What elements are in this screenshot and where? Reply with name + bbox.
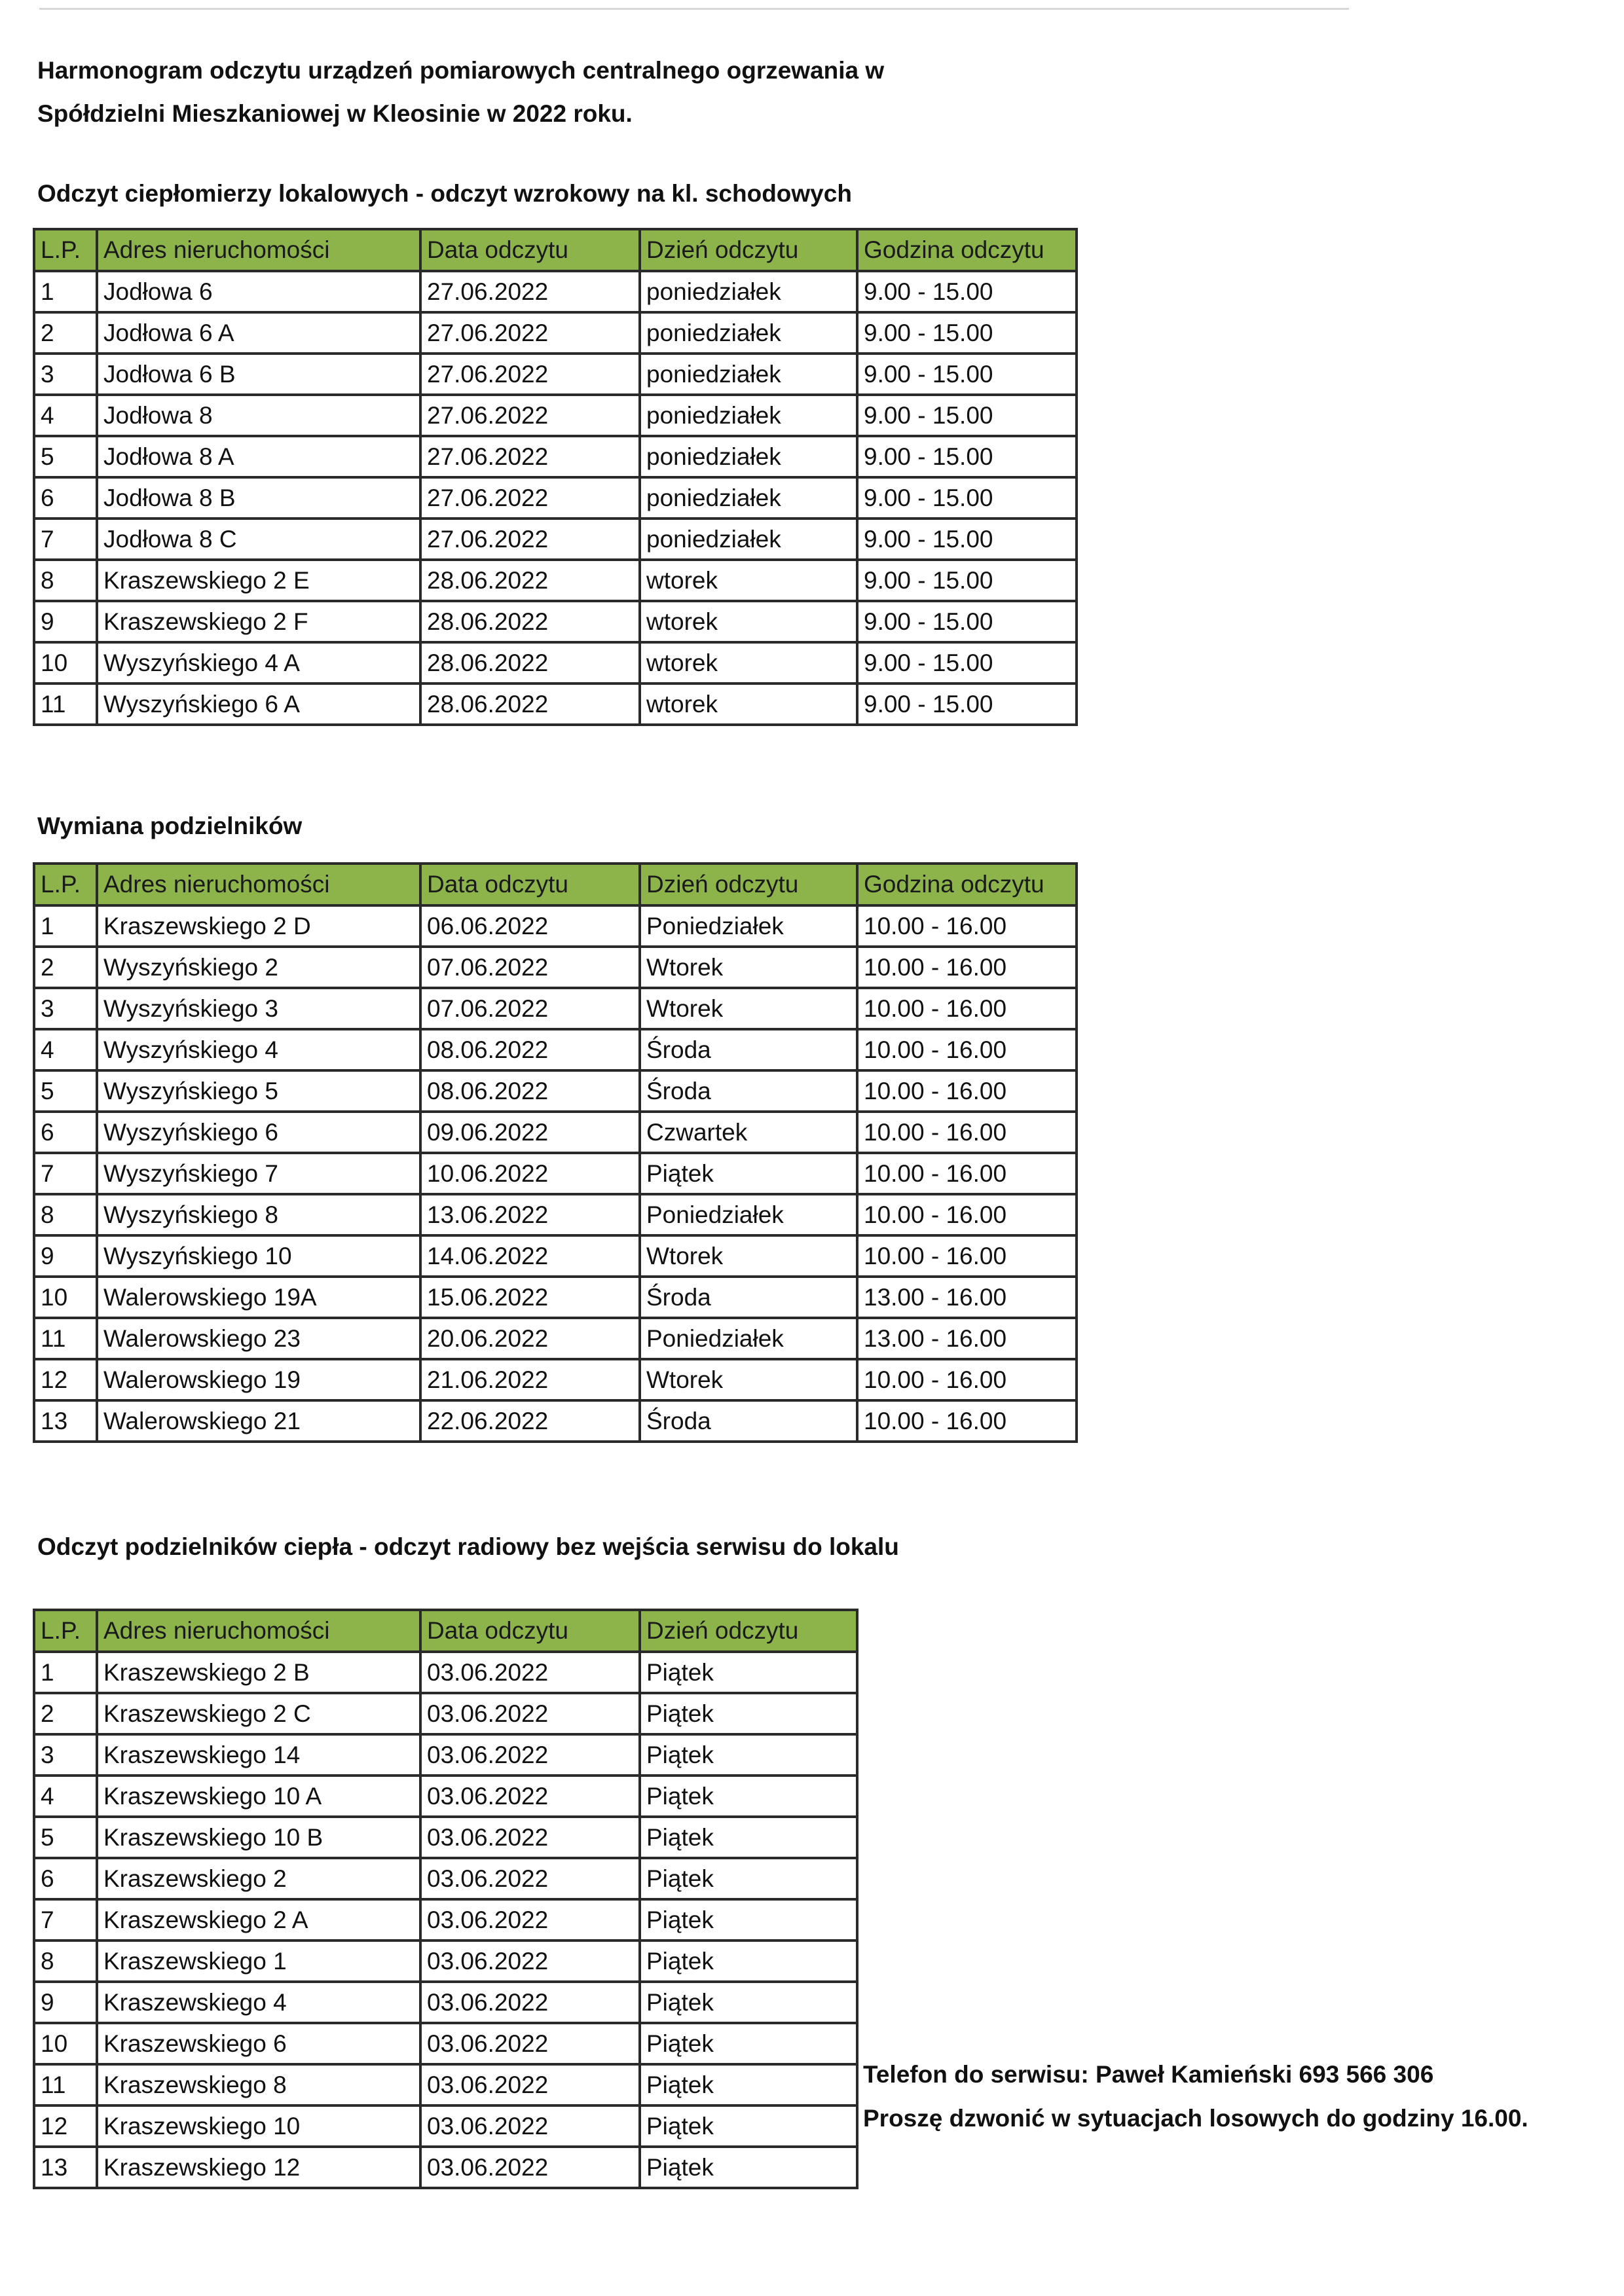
cell-lp: 10 — [34, 642, 97, 683]
section-1-title: Odczyt ciepłomierzy lokalowych - odczyt wzrokowy na kl. schodowych — [37, 180, 852, 207]
cell-address: Kraszewskiego 1 — [97, 1941, 420, 1982]
cell-day: Wtorek — [640, 1359, 857, 1400]
cell-lp: 9 — [34, 1982, 97, 2023]
cell-lp: 1 — [34, 271, 97, 312]
table-row — [34, 1235, 1077, 1277]
cell-time: 10.00 - 16.00 — [857, 905, 1077, 947]
table-row — [34, 2064, 857, 2105]
table-row — [34, 1400, 1077, 1442]
cell-date: 27.06.2022 — [420, 312, 640, 354]
section-2-title: Wymiana podzielników — [37, 812, 303, 839]
header-time: Godzina odczytu — [857, 229, 1077, 271]
cell-lp: 4 — [34, 1029, 97, 1070]
cell-address: Kraszewskiego 10 A — [97, 1776, 420, 1817]
table-row — [34, 312, 1077, 354]
cell-lp: 2 — [34, 947, 97, 988]
cell-address: Kraszewskiego 2 F — [97, 601, 420, 642]
table-row — [34, 1858, 857, 1899]
cell-lp: 7 — [34, 1899, 97, 1941]
cell-day: Piątek — [640, 1941, 857, 1982]
header-date: Data odczytu — [420, 229, 640, 271]
header-time: Godzina odczytu — [857, 864, 1077, 905]
cell-lp: 3 — [34, 1734, 97, 1776]
cell-date: 15.06.2022 — [420, 1277, 640, 1318]
cell-time: 9.00 - 15.00 — [857, 519, 1077, 560]
cell-lp: 10 — [34, 2023, 97, 2064]
table-row — [34, 2147, 857, 2188]
cell-address: Kraszewskiego 2 C — [97, 1693, 420, 1734]
radio-reading-table — [33, 1609, 858, 2189]
cell-day: Piątek — [640, 1734, 857, 1776]
cell-lp: 8 — [34, 560, 97, 601]
table-row — [34, 436, 1077, 477]
document-title-line-2: Spółdzielni Mieszkaniowej w Kleosinie w 2022 roku. — [37, 100, 633, 127]
cell-address: Kraszewskiego 2 E — [97, 560, 420, 601]
cell-date: 27.06.2022 — [420, 271, 640, 312]
table-row — [34, 947, 1077, 988]
cell-time: 10.00 - 16.00 — [857, 1029, 1077, 1070]
cell-day: poniedziałek — [640, 271, 857, 312]
cell-lp: 12 — [34, 1359, 97, 1400]
cell-address: Walerowskiego 21 — [97, 1400, 420, 1442]
cell-address: Walerowskiego 19 — [97, 1359, 420, 1400]
cell-address: Wyszyńskiego 5 — [97, 1070, 420, 1112]
cell-date: 03.06.2022 — [420, 1941, 640, 1982]
header-lp: L.P. — [34, 229, 97, 271]
header-date: Data odczytu — [420, 1610, 640, 1652]
cell-day: poniedziałek — [640, 519, 857, 560]
cell-lp: 1 — [34, 905, 97, 947]
cell-date: 03.06.2022 — [420, 1776, 640, 1817]
cell-date: 03.06.2022 — [420, 1652, 640, 1693]
cell-time: 10.00 - 16.00 — [857, 1153, 1077, 1194]
cell-date: 27.06.2022 — [420, 354, 640, 395]
cell-day: wtorek — [640, 560, 857, 601]
cell-time: 9.00 - 15.00 — [857, 271, 1077, 312]
cell-lp: 7 — [34, 519, 97, 560]
cell-time: 9.00 - 15.00 — [857, 683, 1077, 725]
cell-day: Piątek — [640, 2023, 857, 2064]
header-address: Adres nieruchomości — [97, 1610, 420, 1652]
cell-address: Wyszyńskiego 6 A — [97, 683, 420, 725]
table-row — [34, 2023, 857, 2064]
divider-replacement-table — [33, 862, 1078, 1443]
cell-time: 9.00 - 15.00 — [857, 560, 1077, 601]
cell-lp: 10 — [34, 1277, 97, 1318]
cell-day: Piątek — [640, 1693, 857, 1734]
cell-address: Jodłowa 6 B — [97, 354, 420, 395]
cell-address: Jodłowa 6 — [97, 271, 420, 312]
cell-time: 9.00 - 15.00 — [857, 436, 1077, 477]
cell-time: 10.00 - 16.00 — [857, 947, 1077, 988]
cell-lp: 6 — [34, 477, 97, 519]
table-row — [34, 1776, 857, 1817]
cell-address: Jodłowa 8 C — [97, 519, 420, 560]
cell-address: Walerowskiego 19A — [97, 1277, 420, 1318]
cell-day: Piątek — [640, 1982, 857, 2023]
cell-day: poniedziałek — [640, 354, 857, 395]
cell-day: wtorek — [640, 642, 857, 683]
table-row — [34, 1693, 857, 1734]
cell-day: Poniedziałek — [640, 1194, 857, 1235]
cell-date: 27.06.2022 — [420, 436, 640, 477]
cell-day: Środa — [640, 1070, 857, 1112]
table-row — [34, 905, 1077, 947]
cell-day: Poniedziałek — [640, 1318, 857, 1359]
heat-meter-reading-table — [33, 228, 1078, 726]
cell-day: Wtorek — [640, 988, 857, 1029]
table-row — [34, 1899, 857, 1941]
cell-day: Wtorek — [640, 1235, 857, 1277]
cell-date: 08.06.2022 — [420, 1029, 640, 1070]
cell-address: Wyszyńskiego 4 A — [97, 642, 420, 683]
cell-day: poniedziałek — [640, 477, 857, 519]
table-row — [34, 2105, 857, 2147]
table-row — [34, 1029, 1077, 1070]
cell-lp: 5 — [34, 1070, 97, 1112]
cell-lp: 4 — [34, 1776, 97, 1817]
cell-date: 07.06.2022 — [420, 947, 640, 988]
cell-time: 10.00 - 16.00 — [857, 1194, 1077, 1235]
cell-date: 20.06.2022 — [420, 1318, 640, 1359]
cell-lp: 6 — [34, 1112, 97, 1153]
table-row — [34, 1070, 1077, 1112]
table-row — [34, 1359, 1077, 1400]
cell-address: Kraszewskiego 12 — [97, 2147, 420, 2188]
header-day: Dzień odczytu — [640, 864, 857, 905]
cell-day: Piątek — [640, 1817, 857, 1858]
table-header-row — [34, 229, 1077, 271]
cell-address: Wyszyńskiego 3 — [97, 988, 420, 1029]
cell-time: 10.00 - 16.00 — [857, 1400, 1077, 1442]
cell-date: 28.06.2022 — [420, 642, 640, 683]
cell-date: 14.06.2022 — [420, 1235, 640, 1277]
cell-day: wtorek — [640, 683, 857, 725]
cell-lp: 2 — [34, 1693, 97, 1734]
cell-address: Kraszewskiego 2 B — [97, 1652, 420, 1693]
cell-day: Wtorek — [640, 947, 857, 988]
cell-date: 28.06.2022 — [420, 683, 640, 725]
cell-address: Wyszyńskiego 8 — [97, 1194, 420, 1235]
cell-lp: 11 — [34, 2064, 97, 2105]
cell-address: Kraszewskiego 2 D — [97, 905, 420, 947]
table-row — [34, 1194, 1077, 1235]
cell-address: Jodłowa 8 — [97, 395, 420, 436]
table-header-row — [34, 1610, 857, 1652]
cell-day: Środa — [640, 1277, 857, 1318]
cell-date: 03.06.2022 — [420, 1858, 640, 1899]
cell-time: 9.00 - 15.00 — [857, 601, 1077, 642]
table-row — [34, 395, 1077, 436]
cell-lp: 4 — [34, 395, 97, 436]
cell-address: Wyszyńskiego 6 — [97, 1112, 420, 1153]
table-row — [34, 560, 1077, 601]
cell-lp: 11 — [34, 1318, 97, 1359]
table-row — [34, 601, 1077, 642]
cell-date: 09.06.2022 — [420, 1112, 640, 1153]
cell-lp: 5 — [34, 436, 97, 477]
cell-address: Kraszewskiego 14 — [97, 1734, 420, 1776]
table-row — [34, 271, 1077, 312]
header-address: Adres nieruchomości — [97, 229, 420, 271]
cell-date: 03.06.2022 — [420, 2064, 640, 2105]
cell-address: Kraszewskiego 10 B — [97, 1817, 420, 1858]
cell-day: Poniedziałek — [640, 905, 857, 947]
cell-date: 07.06.2022 — [420, 988, 640, 1029]
top-divider — [39, 8, 1349, 10]
table-row — [34, 988, 1077, 1029]
cell-lp: 7 — [34, 1153, 97, 1194]
cell-lp: 5 — [34, 1817, 97, 1858]
cell-day: Piątek — [640, 2064, 857, 2105]
cell-lp: 1 — [34, 1652, 97, 1693]
cell-address: Kraszewskiego 6 — [97, 2023, 420, 2064]
document-title-line-1: Harmonogram odczytu urządzeń pomiarowych centralnego ogrzewania w — [37, 57, 885, 84]
cell-date: 28.06.2022 — [420, 560, 640, 601]
cell-time: 9.00 - 15.00 — [857, 642, 1077, 683]
cell-lp: 12 — [34, 2105, 97, 2147]
table-row — [34, 477, 1077, 519]
header-lp: L.P. — [34, 1610, 97, 1652]
cell-address: Wyszyńskiego 7 — [97, 1153, 420, 1194]
cell-day: Piątek — [640, 1652, 857, 1693]
cell-time: 10.00 - 16.00 — [857, 1070, 1077, 1112]
document-title — [37, 49, 884, 136]
cell-date: 21.06.2022 — [420, 1359, 640, 1400]
cell-day: Środa — [640, 1029, 857, 1070]
cell-time: 10.00 - 16.00 — [857, 988, 1077, 1029]
cell-day: poniedziałek — [640, 436, 857, 477]
table-row — [34, 1318, 1077, 1359]
table-row — [34, 1112, 1077, 1153]
table-row — [34, 1734, 857, 1776]
cell-day: wtorek — [640, 601, 857, 642]
cell-day: poniedziałek — [640, 395, 857, 436]
cell-address: Kraszewskiego 8 — [97, 2064, 420, 2105]
cell-time: 10.00 - 16.00 — [857, 1112, 1077, 1153]
table-row — [34, 1277, 1077, 1318]
cell-time: 9.00 - 15.00 — [857, 477, 1077, 519]
cell-lp: 3 — [34, 988, 97, 1029]
cell-address: Jodłowa 6 A — [97, 312, 420, 354]
table-row — [34, 1153, 1077, 1194]
cell-date: 27.06.2022 — [420, 519, 640, 560]
cell-address: Wyszyńskiego 2 — [97, 947, 420, 988]
cell-day: Piątek — [640, 1899, 857, 1941]
cell-day: Piątek — [640, 2105, 857, 2147]
table-row — [34, 354, 1077, 395]
header-address: Adres nieruchomości — [97, 864, 420, 905]
cell-day: Piątek — [640, 1153, 857, 1194]
cell-lp: 6 — [34, 1858, 97, 1899]
cell-time: 9.00 - 15.00 — [857, 312, 1077, 354]
cell-address: Kraszewskiego 2 A — [97, 1899, 420, 1941]
cell-date: 03.06.2022 — [420, 1734, 640, 1776]
cell-lp: 11 — [34, 683, 97, 725]
header-lp: L.P. — [34, 864, 97, 905]
cell-date: 03.06.2022 — [420, 1982, 640, 2023]
cell-address: Wyszyńskiego 10 — [97, 1235, 420, 1277]
cell-date: 22.06.2022 — [420, 1400, 640, 1442]
cell-address: Kraszewskiego 4 — [97, 1982, 420, 2023]
cell-address: Kraszewskiego 10 — [97, 2105, 420, 2147]
cell-date: 13.06.2022 — [420, 1194, 640, 1235]
cell-address: Kraszewskiego 2 — [97, 1858, 420, 1899]
cell-date: 03.06.2022 — [420, 2023, 640, 2064]
cell-day: Piątek — [640, 1776, 857, 1817]
cell-lp: 3 — [34, 354, 97, 395]
table-row — [34, 1652, 857, 1693]
cell-time: 10.00 - 16.00 — [857, 1359, 1077, 1400]
cell-lp: 9 — [34, 1235, 97, 1277]
cell-date: 28.06.2022 — [420, 601, 640, 642]
table-row — [34, 519, 1077, 560]
service-phone: Telefon do serwisu: Paweł Kamieński 693 566 306 — [863, 2061, 1434, 2088]
cell-date: 03.06.2022 — [420, 1693, 640, 1734]
cell-time: 10.00 - 16.00 — [857, 1235, 1077, 1277]
cell-date: 08.06.2022 — [420, 1070, 640, 1112]
cell-date: 03.06.2022 — [420, 1899, 640, 1941]
cell-time: 9.00 - 15.00 — [857, 354, 1077, 395]
cell-address: Jodłowa 8 B — [97, 477, 420, 519]
table-header-row — [34, 864, 1077, 905]
cell-day: Piątek — [640, 2147, 857, 2188]
header-day: Dzień odczytu — [640, 1610, 857, 1652]
cell-date: 27.06.2022 — [420, 395, 640, 436]
cell-date: 10.06.2022 — [420, 1153, 640, 1194]
cell-date: 27.06.2022 — [420, 477, 640, 519]
cell-day: poniedziałek — [640, 312, 857, 354]
cell-date: 03.06.2022 — [420, 1817, 640, 1858]
table-row — [34, 683, 1077, 725]
cell-lp: 8 — [34, 1194, 97, 1235]
cell-lp: 9 — [34, 601, 97, 642]
table-row — [34, 1982, 857, 2023]
cell-lp: 13 — [34, 1400, 97, 1442]
cell-time: 13.00 - 16.00 — [857, 1277, 1077, 1318]
header-date: Data odczytu — [420, 864, 640, 905]
cell-address: Wyszyńskiego 4 — [97, 1029, 420, 1070]
cell-address: Jodłowa 8 A — [97, 436, 420, 477]
cell-day: Środa — [640, 1400, 857, 1442]
cell-day: Czwartek — [640, 1112, 857, 1153]
header-day: Dzień odczytu — [640, 229, 857, 271]
cell-date: 03.06.2022 — [420, 2105, 640, 2147]
section-3-title: Odczyt podzielników ciepła - odczyt radiowy bez wejścia serwisu do lokalu — [37, 1533, 899, 1560]
table-row — [34, 642, 1077, 683]
cell-lp: 8 — [34, 1941, 97, 1982]
cell-date: 06.06.2022 — [420, 905, 640, 947]
cell-date: 03.06.2022 — [420, 2147, 640, 2188]
service-call-note: Proszę dzwonić w sytuacjach losowych do godziny 16.00. — [863, 2105, 1528, 2132]
table-row — [34, 1817, 857, 1858]
cell-time: 13.00 - 16.00 — [857, 1318, 1077, 1359]
cell-day: Piątek — [640, 1858, 857, 1899]
table-row — [34, 1941, 857, 1982]
cell-address: Walerowskiego 23 — [97, 1318, 420, 1359]
cell-lp: 13 — [34, 2147, 97, 2188]
cell-time: 9.00 - 15.00 — [857, 395, 1077, 436]
cell-lp: 2 — [34, 312, 97, 354]
